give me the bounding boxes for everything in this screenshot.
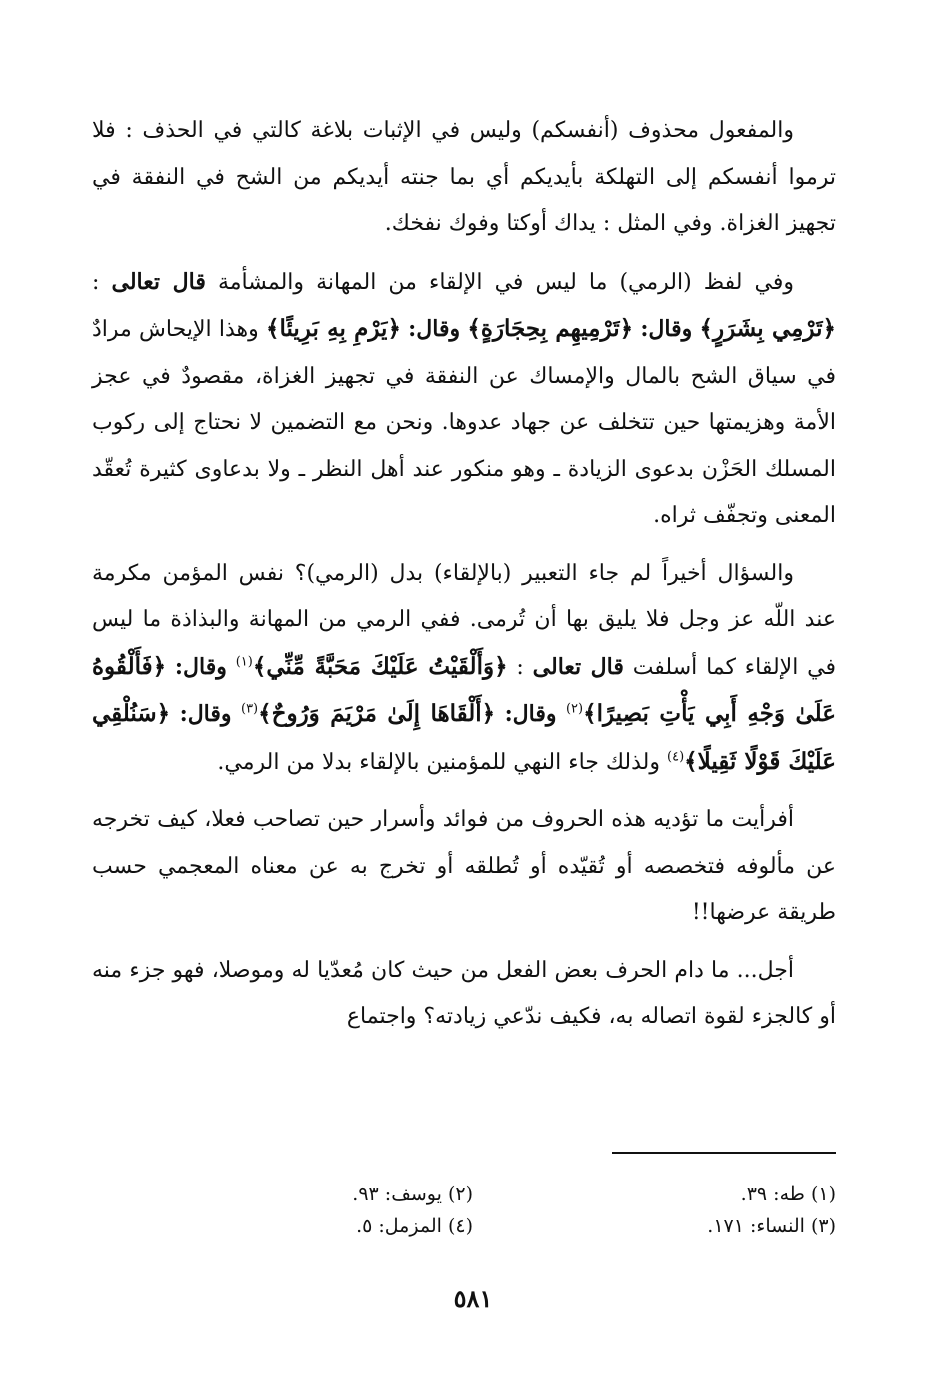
footnote-number: (٢) — [447, 1183, 473, 1205]
footnote-2 — [110, 1180, 473, 1208]
quran-verse-text: فَأَلْقُوهُ عَلَىٰ وَجْهِ أَبِي يَأْتِ بَصِيرًا — [92, 652, 836, 727]
bold-phrase: قال تعالى — [532, 653, 624, 680]
quran-bracket-close: ﴾ — [583, 701, 597, 727]
footnote-ref-2: (٢) — [565, 701, 584, 717]
bold-phrase: وقال: — [408, 316, 461, 342]
bold-phrase: وقال: — [174, 653, 227, 680]
quran-verse — [258, 700, 495, 727]
quran-bracket-open: ﴿ — [156, 701, 171, 727]
quran-verse-text: أَلْقَاهَا إِلَىٰ مَرْيَمَ وَرُوحٌ — [271, 700, 482, 727]
footnote-ref-4: (٤) — [667, 749, 685, 765]
paragraph-4 — [92, 797, 836, 937]
quran-verse — [253, 653, 508, 680]
footnote-number: (٤) — [447, 1215, 473, 1237]
quran-bracket-close: ﴾ — [258, 701, 272, 727]
quran-bracket-open: ﴿ — [481, 701, 496, 727]
footnote-text: المزمل: ٥. — [356, 1215, 442, 1237]
quran-bracket-close: ﴾ — [684, 748, 698, 775]
paragraph-text: وهذا الإيحاش مرادٌ في سياق الشح بالمال والإمساك عن النفقة في تجهيز الغزاة، مقصودٌ في عجز الأمة وهزيمتها حين تتخلف عن جهاد عدوها. ونحن مع التضمين لا نحتاج إلى ركوب المسلك الحَزْن بدعوى الزيادة ـ وهو منكور عند أهل النظر ـ ولا بدعاوى كثيرة تُعقّد المعنى وتجفّف ثراه. — [92, 317, 836, 528]
paragraph-text: أجل... ما دام الحرف بعض الفعل من حيث كان مُعدّيا له وموصلا، فهو جزء منه أو كالجزء لقوة اتصاله به، فكيف ندّعي زيادته؟ واجتماع — [92, 957, 836, 1029]
paragraph-text: : — [516, 654, 524, 680]
quran-verse-text: وَأَلْقَيْتُ عَلَيْكَ مَحَبَّةً مِّنِّي — [266, 652, 495, 680]
quran-bracket-open: ﴿ — [619, 316, 634, 342]
paragraph-text: والمفعول محذوف (أنفسكم) وليس في الإثبات بلاغة كالتي في الحذف : فلا ترموا أنفسكم إلى التهلكة بأيديكم أي بما جنته أيديكم من الشح في النفقة في تجهيز الغزاة. وفي المثل : يداك أوكتا وفوك نفخك. — [92, 118, 836, 236]
quran-bracket-close: ﴾ — [265, 316, 280, 342]
paragraph-1 — [92, 108, 836, 248]
footnote-4 — [110, 1212, 473, 1240]
footnote-3 — [473, 1212, 836, 1240]
quran-bracket-close: ﴾ — [467, 316, 481, 342]
page-number: ٥٨١ — [453, 1284, 493, 1313]
quran-bracket-close: ﴾ — [699, 316, 713, 342]
paragraph-text: أفرأيت ما تؤديه هذه الحروف من فوائد وأسرار حين تصاحب فعلا، كيف تخرجه عن مألوفه فتخصصه أو تُقيّده أو تُطلقه أو تخرج به عن معناه المعجمي حسب طريقة عرضها!! — [92, 807, 836, 925]
footnote-text: النساء: ١٧١. — [707, 1215, 805, 1237]
quran-verse-text: تَرْمِيهِم بِحِجَارَةٍ — [480, 315, 620, 342]
quran-verse — [266, 315, 401, 342]
paragraph-5 — [92, 948, 836, 1041]
paragraph-text: وفي لفظ (الرمي) ما ليس في الإلقاء من المهانة والمشأمة — [217, 269, 795, 295]
bold-phrase: وقال: — [504, 701, 557, 727]
quran-verse — [700, 315, 837, 342]
bold-phrase: وقال: — [640, 316, 693, 342]
quran-bracket-open: ﴿ — [822, 316, 837, 342]
quran-verse-text: تَرْمِي بِشَرَرٍ — [712, 315, 823, 342]
quran-verse — [467, 315, 633, 342]
quran-bracket-close: ﴾ — [252, 653, 267, 680]
footnote-1 — [473, 1180, 836, 1208]
footnote-number: (١) — [810, 1183, 836, 1205]
paragraph-text: : — [92, 269, 100, 295]
quran-bracket-open: ﴿ — [152, 653, 167, 680]
quran-bracket-open: ﴿ — [387, 316, 401, 342]
footnote-ref-1: (١) — [235, 654, 253, 670]
quran-bracket-open: ﴿ — [494, 653, 508, 680]
bold-phrase: وقال: — [179, 701, 232, 727]
bold-phrase: قال تعالى — [111, 268, 206, 295]
page-body — [92, 108, 836, 1052]
footnote-number: (٣) — [810, 1215, 836, 1237]
footnote-text: طه: ٣٩. — [740, 1183, 805, 1205]
footnote-text: يوسف: ٩٣. — [352, 1183, 442, 1205]
footnote-ref-3: (٣) — [240, 701, 259, 717]
paragraph-text: ولذلك جاء النهي للمؤمنين بالإلقاء بدلا من الرمي. — [217, 749, 660, 775]
paragraph-2 — [92, 259, 836, 540]
quran-verse-text: سَنُلْقِي عَلَيْكَ قَوْلًا ثَقِيلًا — [92, 700, 836, 775]
quran-verse-text: يَرْمِ بِهِ بَرِيئًا — [279, 315, 388, 342]
paragraph-text: والسؤال أخيراً لم جاء التعبير (بالإلقاء) بدل (الرمي)؟ نفس المؤمن مكرمة عند اللّه عز وجل فلا يليق بها أن تُرمى. ففي الرمي من المهانة والبذاذة ما ليس في الإلقاء كما أسلفت — [92, 560, 837, 680]
footnote-divider — [612, 1152, 836, 1154]
paragraph-3 — [92, 551, 836, 787]
footnotes — [110, 1180, 836, 1240]
